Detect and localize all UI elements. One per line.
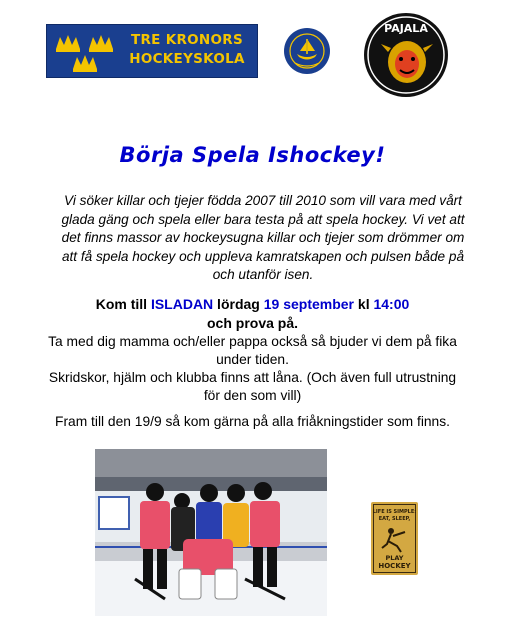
sign-line3: PLAY — [385, 554, 404, 562]
sign-line4: HOCKEY — [378, 562, 411, 570]
intro-line: Vi söker killar och tjejer födda 2007 till 2010 som vill vara med vårt — [64, 193, 462, 208]
invite-place: ISLADAN — [150, 296, 214, 312]
page-title: Börja Spela Ishockey! — [119, 143, 386, 167]
invite-part1: Kom till — [95, 296, 151, 312]
intro-line: att få spela hockey och uppleva kamratskapen och pulsen både på — [61, 248, 465, 264]
invite-date: 19 september — [263, 296, 355, 312]
info-line: för den som vill) — [203, 388, 302, 403]
info-line: under tiden. — [216, 352, 289, 367]
closing-text: Fram till den 19/9 så kom gärna på alla friåkningstider som finns. — [55, 414, 450, 429]
pajala-brand: PAJALA — [384, 22, 428, 35]
tre-kronors-text — [119, 31, 255, 69]
sign-line2: EAT, SLEEP, — [378, 516, 411, 522]
intro-paragraph — [48, 192, 478, 285]
tk-line2: HOCKEYSKOLA — [129, 51, 245, 67]
info-line: Ta med dig mamma och/eller pappa också så bjuder vi dem på fika — [48, 334, 457, 349]
invite-block — [0, 295, 505, 333]
invite-line2: och prova på. — [206, 315, 299, 331]
invite-part3: kl — [354, 296, 374, 312]
play-hockey-sign — [371, 502, 418, 575]
sign-line1: LIFE IS SIMPLE: — [372, 509, 417, 515]
federation-seal-icon — [283, 27, 331, 75]
crowns-icon — [53, 29, 117, 75]
invite-time: 14:00 — [373, 296, 410, 312]
info-line: Skridskor, hjälm och klubba finns att låna. (Och även full utrustning — [48, 370, 457, 385]
tk-line1: TRE KRONORS — [130, 32, 244, 48]
intro-line: glada gäng och spela eller bara testa på att spela hockey. Vi vet att — [61, 211, 465, 227]
intro-line: det finns massor av hockeysugna killar och tjejer som drömmer om — [61, 230, 465, 245]
invite-line — [0, 295, 505, 314]
intro-line: och utanför isen. — [212, 267, 314, 282]
tre-kronors-logo — [46, 24, 258, 78]
pajala-lion-logo — [363, 12, 449, 98]
info-paragraph — [20, 333, 485, 405]
team-photo — [95, 449, 327, 616]
invite-part2: lördag — [213, 296, 264, 312]
